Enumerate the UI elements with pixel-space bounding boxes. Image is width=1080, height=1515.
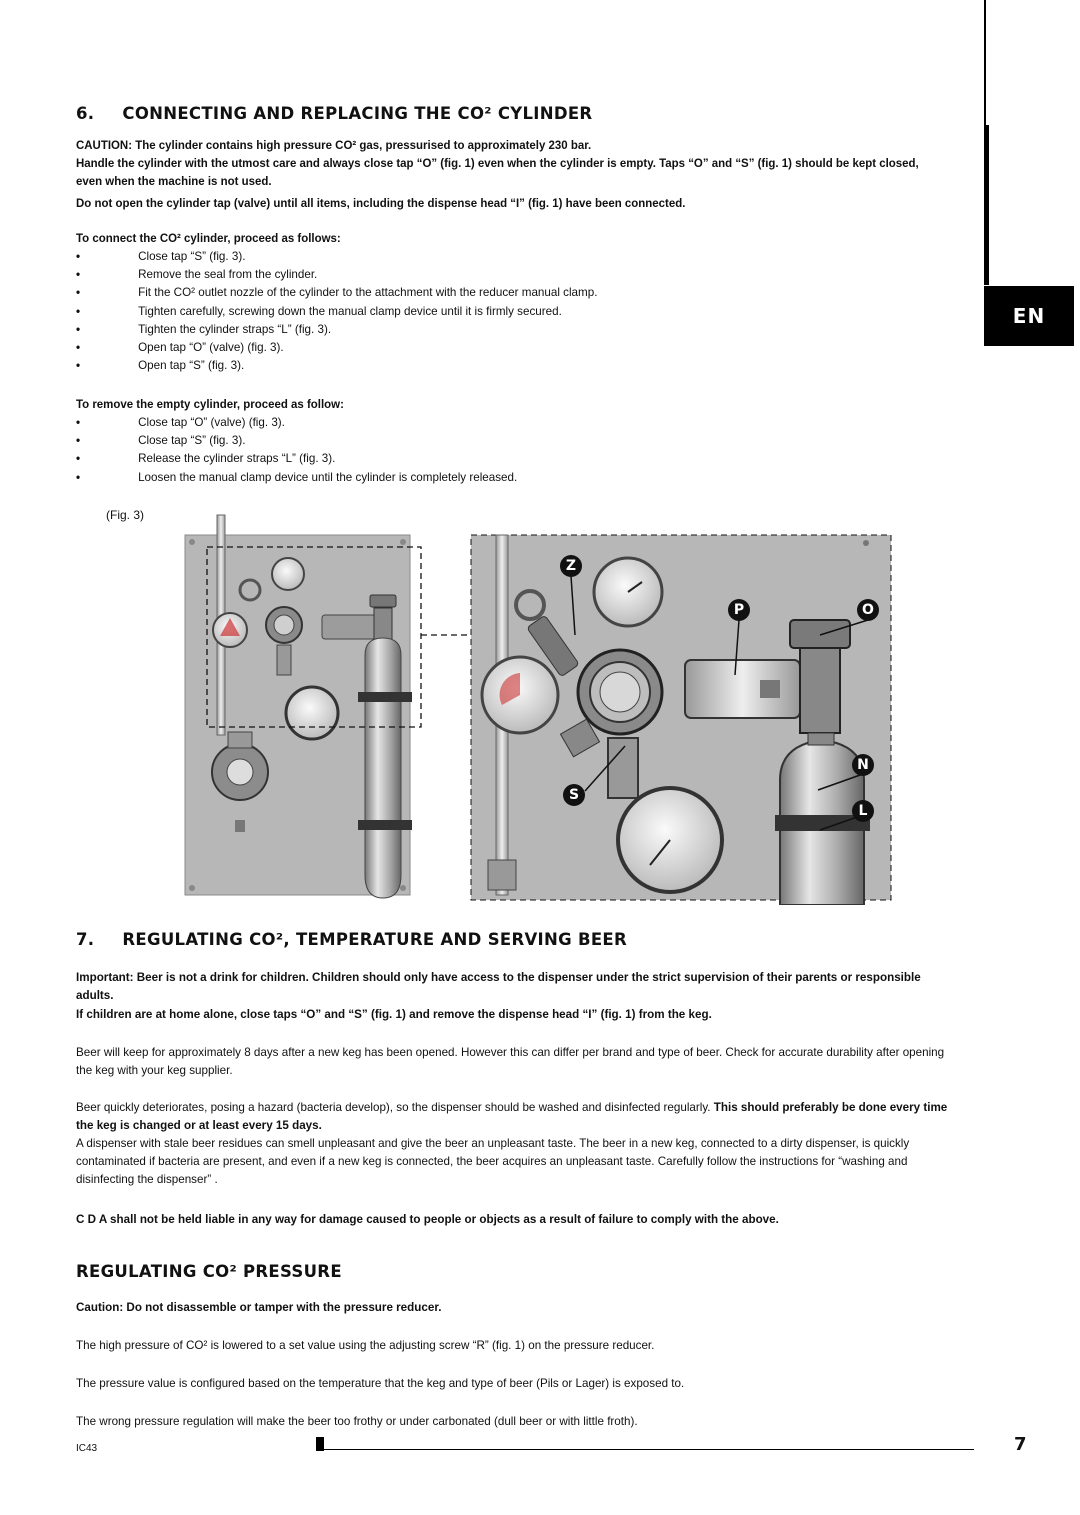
caution-line: even when the machine is not used. bbox=[76, 174, 272, 188]
callout-n: N bbox=[852, 754, 874, 776]
list-item: • Close tap “O” (valve) (fig. 3). bbox=[76, 415, 285, 429]
figure-caption: (Fig. 3) bbox=[106, 508, 145, 522]
overview-panel bbox=[185, 515, 470, 898]
list-item: • Open tap “O” (valve) (fig. 3). bbox=[76, 340, 284, 355]
footer-marker bbox=[316, 1437, 324, 1451]
margin-rule-thick bbox=[984, 125, 989, 285]
section-6-title: CONNECTING AND REPLACING THE CO² CYLINDER bbox=[122, 104, 593, 123]
pressure-caution: Caution: Do not disassemble or tamper with the pressure reducer. bbox=[76, 1300, 442, 1314]
detail-panel bbox=[471, 535, 891, 905]
list-item: • Fit the CO² outlet nozzle of the cylinder to the attachment with the reducer manual clamp. bbox=[76, 285, 598, 300]
language-tab-en[interactable]: EN bbox=[984, 286, 1074, 346]
list-item: • Close tap “S” (fig. 3). bbox=[76, 433, 246, 448]
footer-code: IC43 bbox=[76, 1443, 98, 1454]
caution-line: Handle the cylinder with the utmost care and always close tap “O” (fig. 1) even when the cylinder is empty. Taps “O” and “S” (fig. 1) should be kept closed, bbox=[76, 156, 919, 170]
list-item: • Tighten carefully, screwing down the manual clamp device until it is firmly secured. bbox=[76, 303, 562, 318]
list-item: • Close tap “S” (fig. 3). bbox=[76, 249, 246, 263]
list-item: • Loosen the manual clamp device until the cylinder is completely released. bbox=[76, 469, 518, 484]
footer-rule bbox=[324, 1449, 974, 1450]
page-number: 7 bbox=[1014, 1434, 1027, 1455]
section-7-number: 7. bbox=[76, 930, 95, 949]
caution-line: CAUTION: The cylinder contains high pressure CO² gas, pressurised to approximately 230 bar. bbox=[76, 138, 592, 152]
deteriorates-paragraph: Beer quickly deteriorates, posing a hazard (bacteria develop), so the dispenser should be washed and disinfected regularly. This should preferably be done every time the keg is changed or at least every 15 days. bbox=[76, 1100, 948, 1132]
list-item: • Release the cylinder straps “L” (fig. 3). bbox=[76, 451, 336, 466]
remove-steps-list bbox=[76, 413, 755, 486]
callout-o: O bbox=[857, 599, 879, 621]
section-6-number: 6. bbox=[76, 104, 95, 123]
list-item: • Tighten the cylinder straps “L” (fig. 3). bbox=[76, 321, 332, 336]
pressure-paragraph-1: The high pressure of CO² is lowered to a set value using the adjusting screw “R” (fig. 1) on the pressure reducer. bbox=[76, 1338, 655, 1352]
caution-line: Do not open the cylinder tap (valve) until all items, including the dispense head “I” (fig. 1) have been connected. bbox=[76, 196, 686, 210]
co2-pressure-heading: REGULATING CO² PRESSURE bbox=[76, 1262, 342, 1281]
important-note: Important: Beer is not a drink for children. Children should only have access to the dispenser under the strict supervision of their parents or responsible adults. bbox=[76, 970, 921, 1002]
figure-3-illustration bbox=[180, 510, 895, 905]
callout-l: L bbox=[852, 800, 874, 822]
margin-rule bbox=[984, 0, 986, 125]
remove-title: To remove the empty cylinder, proceed as follow: bbox=[76, 397, 344, 411]
callout-s: S bbox=[563, 784, 585, 806]
liability-note: C D A shall not be held liable in any way for damage caused to people or objects as a result of failure to comply with the above. bbox=[76, 1212, 779, 1226]
pressure-paragraph-2: The pressure value is configured based on the temperature that the keg and type of beer (Pils or Lager) is exposed to. bbox=[76, 1376, 685, 1390]
stale-paragraph: A dispenser with stale beer residues can smell unpleasant and give the beer an unpleasant taste. The beer in a new keg, connected to a dirty dispenser, is quickly contaminated if bacteria are present, and even if a new keg is connected, the beer acquires an unpleasant taste. Carefully follow the instructions for “washing and disinfecting the dispenser” . bbox=[76, 1136, 910, 1186]
callout-p: P bbox=[728, 599, 750, 621]
children-note: If children are at home alone, close taps “O” and “S” (fig. 1) and remove the dispense head “I” (fig. 1) from the keg. bbox=[76, 1007, 712, 1021]
pressure-paragraph-3: The wrong pressure regulation will make the beer too frothy or under carbonated (dull beer or with little froth). bbox=[76, 1414, 638, 1428]
keep-paragraph: Beer will keep for approximately 8 days after a new keg has been opened. However this can differ per brand and type of beer. Check for accurate durability after opening the keg with your keg supplier. bbox=[76, 1045, 945, 1077]
section-7-heading bbox=[76, 930, 627, 949]
list-item: • Open tap “S” (fig. 3). bbox=[76, 358, 245, 373]
connect-steps-list bbox=[76, 247, 755, 374]
list-item: • Remove the seal from the cylinder. bbox=[76, 267, 318, 282]
section-7-title: REGULATING CO², TEMPERATURE AND SERVING BEER bbox=[122, 930, 627, 949]
connect-title: To connect the CO² cylinder, proceed as follows: bbox=[76, 231, 341, 245]
section-6-heading bbox=[76, 104, 592, 123]
callout-z: Z bbox=[560, 555, 582, 577]
caution-block bbox=[76, 136, 964, 212]
